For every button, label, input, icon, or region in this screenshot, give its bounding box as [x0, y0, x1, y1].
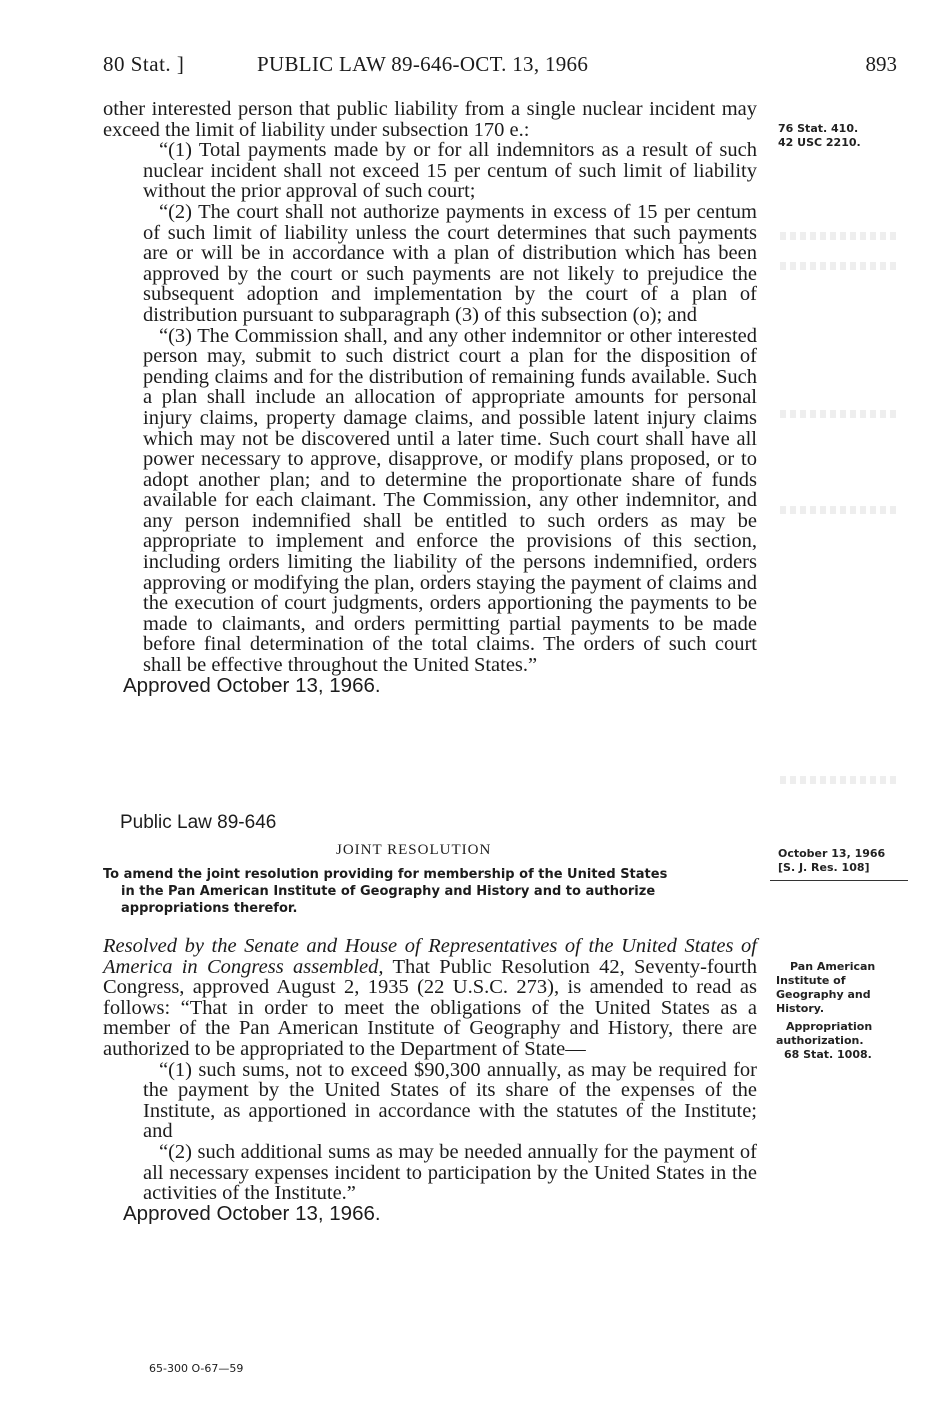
running-title: PUBLIC LAW 89-646-OCT. 13, 1966 [257, 52, 589, 76]
appropriation-paragraph-1: “(1) such sums, not to exceed $90,300 annually, as may be required for the payment by the United States of its share of the expenses of the Institute, as apportioned in accordance with the statutes of the Institute; and [143, 1058, 757, 1143]
paragraph-2: “(2) The court shall not authorize payments in excess of 15 per centum of such limit of liability unless the court determines that such payments are or will be in accordance with a plan of distribution which has been approved by the court or such payments are not likely to prejudice the subsequent adoption and implementation by the court of a plan of distribution pursuant to subparagraph (3) of this subsection (o); and [143, 200, 757, 326]
bleed-through-mark [780, 262, 900, 270]
bleed-through-mark [780, 776, 900, 784]
margin-note-institute: Pan American Institute of Geography and History. Appropriation authorization. 68 Stat. 1008. [776, 960, 876, 1061]
joint-resolution-heading: JOINT RESOLUTION [336, 842, 492, 858]
paragraph-3: “(3) The Commission shall, and any other indemnitor or other interested person may, submit to such district court a plan for the disposition of pending claims and for the distribution of remaining funds available. Such a plan shall include an allocation of appropriate amounts for personal injury claims, property damage claims, and possible latent injury claims which may not be discovered until a later time. Such court shall have all power necessary to approve, disapprove, or modify plans proposed, or to adopt another plan; and to determine the proportionate share of funds available for each claimant. The Commission, any other indemnitor, and any person indemnified shall be entitled to such orders as may be appropriate to implement and enforce the provisions of this section, including orders limiting the liability of the persons indemnified, orders approving or modifying the plan, orders staying the payment of claims and the execution of court judgments, orders apportioning the payments to be made to claimants, and orders permitting partial payments to be made before final determination of the total claims. The orders of such court shall be effective throughout the United States.” [143, 324, 757, 677]
intro-paragraph: other interested person that public liability from a single nuclear incident may exceed the limit of liability under subsection 170 e.: [103, 98, 757, 141]
bleed-through-mark [780, 232, 900, 240]
paragraph-1: “(1) Total payments made by or for all indemnitors as a result of such nuclear incident shall not exceed 15 per centum of such limit of liability without the prior approval of such court; [143, 139, 757, 203]
section-1-text [103, 99, 757, 696]
section-2-text [103, 936, 757, 1224]
resolution-purpose: To amend the joint resolution providing for membership of the United States in the Pan American Institute of Geography and History and to authorize appropriations therefor. [103, 867, 668, 916]
margin-date-note: October 13, 1966 [S. J. Res. 108] [778, 847, 886, 874]
page-number: 893 [865, 52, 897, 76]
approval-date: Approved October 13, 1966. [123, 673, 381, 697]
bleed-through-mark [780, 506, 900, 514]
resolving-clause-body: That Public Resolution 42, Seventy-fourth Congress, approved August 2, 1935 (22 U.S.C. 273), is amended to read as follows: “That in order to meet the obligations of the United States as a member of the Pan American Institute of Geography and History, there are authorized to be appropriated to the Department of State— [103, 955, 757, 1060]
enacting-clause-italic: Resolved by the Senate and House of Representatives of the United States of America in Congress assembled, [103, 935, 757, 978]
public-law-title: Public Law 89-646 [120, 812, 277, 833]
print-code: 65-300 O-67—59 [149, 1362, 244, 1375]
statute-volume: 80 Stat. ] [103, 52, 185, 76]
page-header [0, 52, 949, 82]
approval-date-2: Approved October 13, 1966. [123, 1201, 381, 1225]
appropriation-paragraph-2: “(2) such additional sums as may be needed annually for the payment of all necessary expenses incident to participation by the United States in the activities of the Institute.” [143, 1140, 757, 1205]
resolving-clause [103, 936, 757, 1060]
margin-rule [770, 880, 908, 881]
bleed-through-mark [780, 410, 900, 418]
margin-citation-1: 76 Stat. 410. 42 USC 2210. [778, 122, 861, 149]
